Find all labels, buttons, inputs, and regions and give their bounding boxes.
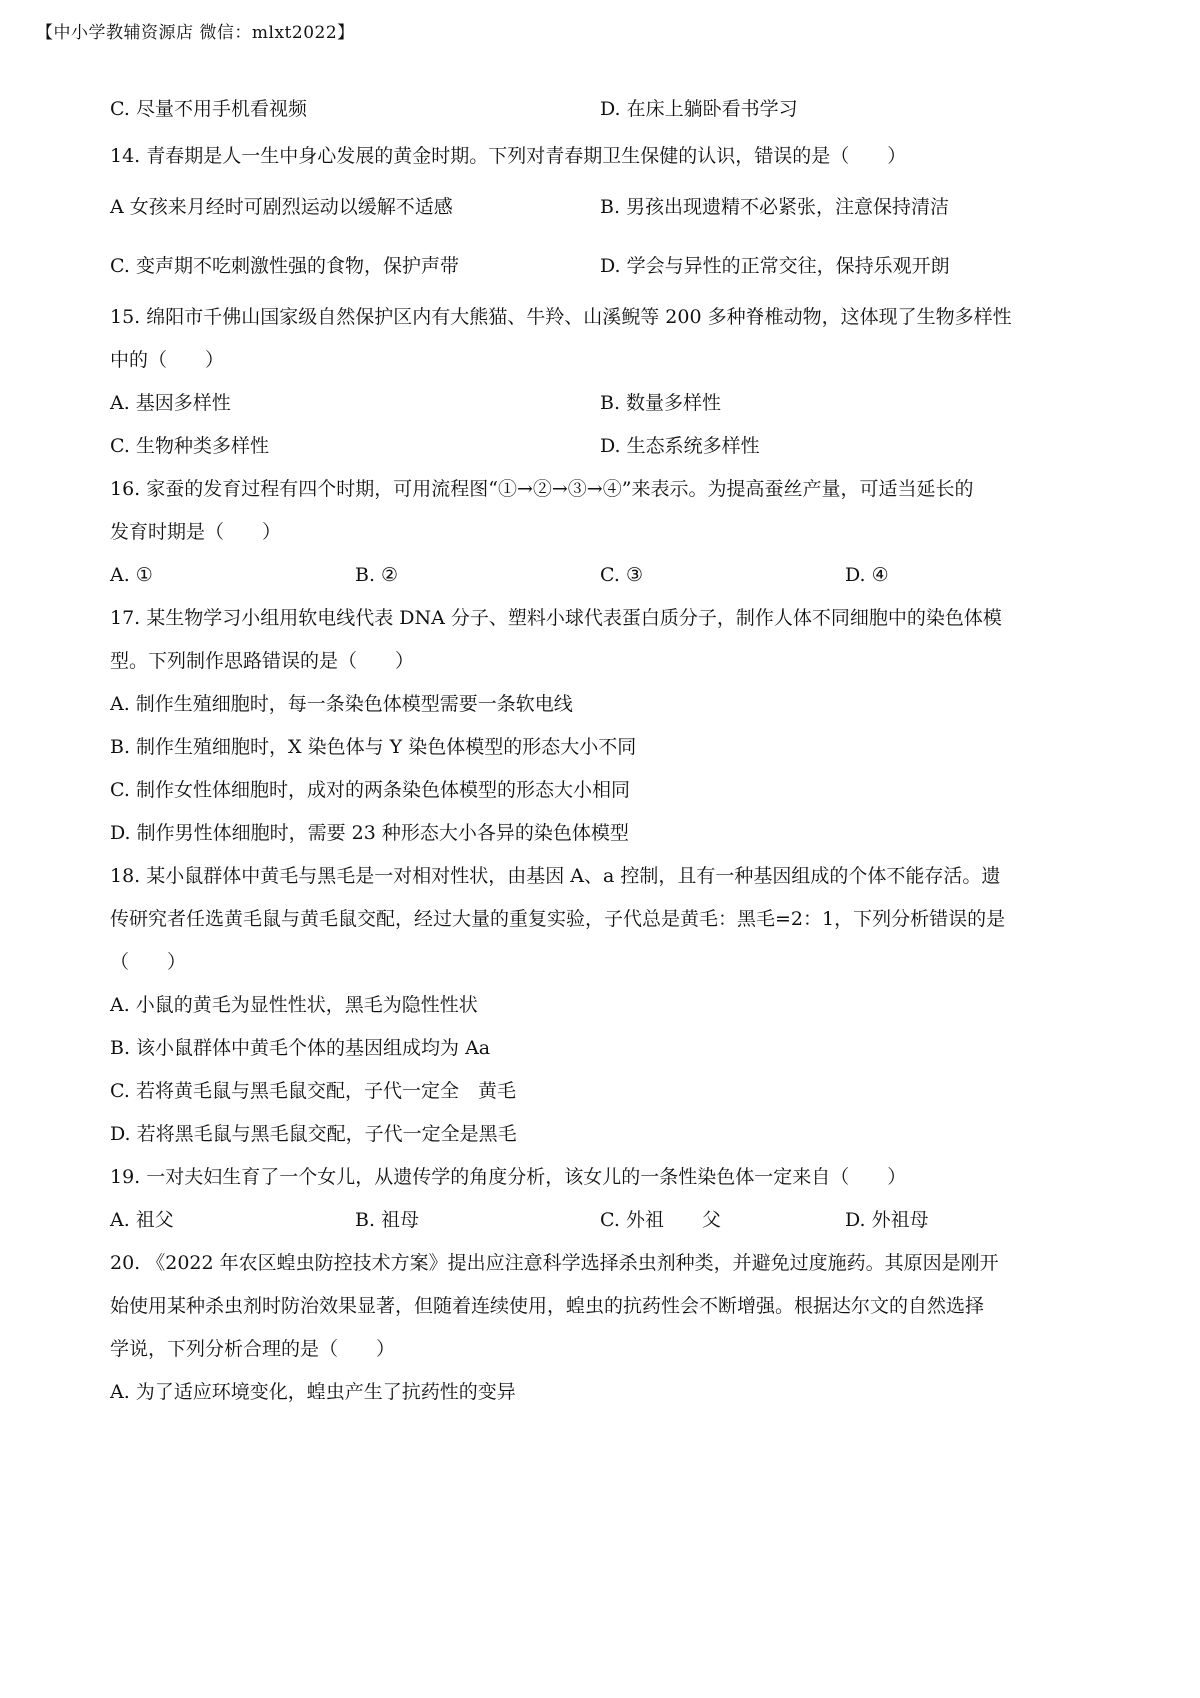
option-14-b: B. 男孩出现遗精不必紧张，注意保持清洁: [600, 196, 950, 218]
option-17-b: B. 制作生殖细胞时，X 染色体与 Y 染色体模型的形态大小不同: [110, 736, 637, 758]
option-14-c: C. 变声期不吃刺激性强的食物，保护声带: [110, 255, 459, 277]
option-16-a: A. ①: [110, 564, 153, 586]
question-15-options-ab: [110, 392, 1100, 415]
page-header-watermark: 【中小学教辅资源店 微信：mlxt2022】: [36, 23, 355, 43]
question-19-stem: 19. 一对夫妇生育了一个女儿，从遗传学的角度分析，该女儿的一条性染色体一定来自（ ）: [110, 1166, 907, 1188]
option-15-c: C. 生物种类多样性: [110, 435, 269, 457]
question-list: [110, 98, 1100, 1404]
option-19-a: A. 祖父: [110, 1209, 174, 1231]
option-20-a: A. 为了适应环境变化，蝗虫产生了抗药性的变异: [110, 1381, 516, 1403]
question-16-options: [110, 564, 1100, 587]
question-17-stem-line2: 型。下列制作思路错误的是（ ）: [110, 650, 415, 672]
option-17-a: A. 制作生殖细胞时，每一条染色体模型需要一条软电线: [110, 693, 573, 715]
question-20-stem-line2: 始使用某种杀虫剂时防治效果显著，但随着连续使用，蝗虫的抗药性会不断增强。根据达尔文的自然选择: [110, 1295, 985, 1317]
option-18-a: A. 小鼠的黄毛为显性性状，黑毛为隐性性状: [110, 994, 478, 1016]
question-15-options-cd: [110, 435, 1100, 458]
question-14-options-cd: [110, 255, 1100, 278]
question-18-stem-line1: 18. 某小鼠群体中黄毛与黑毛是一对相对性状，由基因 A、a 控制，且有一种基因组成的个体不能存活。遗: [110, 865, 1001, 887]
question-16-stem-line1: 16. 家蚕的发育过程有四个时期，可用流程图“①→②→③→④”来表示。为提高蚕丝产量，可适当延长的: [110, 478, 974, 500]
option-19-b: B. 祖母: [355, 1209, 420, 1231]
question-19-options: [110, 1209, 1100, 1232]
option-15-a: A. 基因多样性: [110, 392, 231, 414]
option-18-c: C. 若将黄毛鼠与黑毛鼠交配，子代一定全 黄毛: [110, 1080, 516, 1102]
question-14-stem: 14. 青春期是人一生中身心发展的黄金时期。下列对青春期卫生保健的认识，错误的是（ ）: [110, 145, 907, 167]
option-19-d: D. 外祖母: [845, 1209, 929, 1231]
option-14-a: A 女孩来月经时可剧烈运动以缓解不适感: [110, 196, 453, 218]
question-18-stem-line3: （ ）: [110, 951, 187, 973]
option-16-b: B. ②: [355, 564, 399, 586]
question-15-stem-line2: 中的（ ）: [110, 349, 225, 371]
option-18-b: B. 该小鼠群体中黄毛个体的基因组成均为 Aa: [110, 1037, 491, 1059]
option-14-d: D. 学会与异性的正常交往，保持乐观开朗: [600, 255, 950, 277]
option-13-c: C. 尽量不用手机看视频: [110, 98, 307, 120]
option-15-d: D. 生态系统多样性: [600, 435, 760, 457]
question-18-stem-line2: 传研究者任选黄毛鼠与黄毛鼠交配，经过大量的重复实验，子代总是黄毛：黑毛=2：1，下列分析错误的是: [110, 908, 1006, 930]
question-20-stem-line3: 学说，下列分析合理的是（ ）: [110, 1338, 396, 1360]
option-16-d: D. ④: [845, 564, 889, 586]
question-14-options-ab: [110, 196, 1100, 219]
option-17-c: C. 制作女性体细胞时，成对的两条染色体模型的形态大小相同: [110, 779, 630, 801]
option-18-d: D. 若将黑毛鼠与黑毛鼠交配，子代一定全是黑毛: [110, 1123, 517, 1145]
option-15-b: B. 数量多样性: [600, 392, 722, 414]
question-20-stem-line1: 20. 《2022 年农区蝗虫防控技术方案》提出应注意科学选择杀虫剂种类，并避免过度施药。其原因是刚开: [110, 1252, 999, 1274]
question-15-stem-line1: 15. 绵阳市千佛山国家级自然保护区内有大熊猫、牛羚、山溪鲵等 200 多种脊椎动物，这体现了生物多样性: [110, 306, 1012, 328]
option-13-d: D. 在床上躺卧看书学习: [600, 98, 798, 120]
option-16-c: C. ③: [600, 564, 643, 586]
question-17-stem-line1: 17. 某生物学习小组用软电线代表 DNA 分子、塑料小球代表蛋白质分子，制作人体不同细胞中的染色体模: [110, 607, 1002, 629]
option-19-c: C. 外祖 父: [600, 1209, 721, 1231]
option-17-d: D. 制作男性体细胞时，需要 23 种形态大小各异的染色体模型: [110, 822, 629, 844]
question-16-stem-line2: 发育时期是（ ）: [110, 521, 282, 543]
question-13-options: [110, 98, 1100, 121]
